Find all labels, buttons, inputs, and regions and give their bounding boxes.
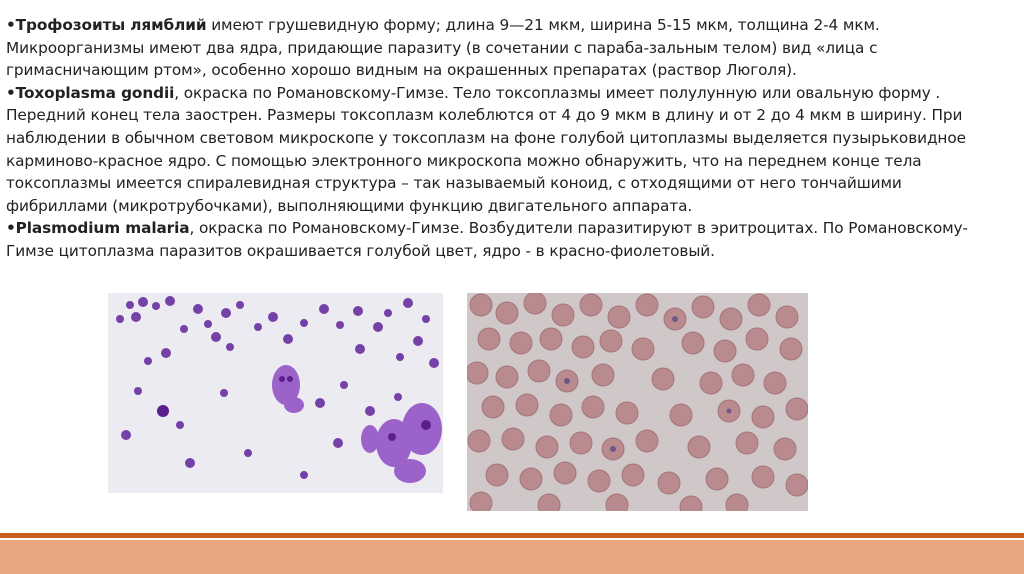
paragraph-toxoplasma <box>6 82 1016 218</box>
text-line: наблюдении в обычном световом микроскопе у токсоплазм на фоне голубой цитоплазмы выделяется пузырьковидное <box>6 128 966 147</box>
text-line: карминово-красное ядро. С помощью электронного микроскопа можно обнаружить, что на переднем конце тела <box>6 151 922 170</box>
plasmodium-blood-smear <box>467 293 808 511</box>
giardia-micrograph-drawing <box>108 293 443 493</box>
footer-bar <box>0 540 1024 574</box>
term-giardia-trophozoites: •Трофозоиты лямблий <box>6 16 207 34</box>
text-line: токсоплазмы имеется спиралевидная структура – так называемый коноид, с отходящими от него тончайшими <box>6 174 902 193</box>
giardia-micrograph <box>108 293 443 493</box>
text-line: , окраска по Романовскому-Гимзе. Возбудители паразитируют в эритроцитах. По Романовскому- <box>189 219 968 238</box>
term-toxoplasma-gondii: •Toxoplasma gondii <box>6 83 175 102</box>
paragraph-plasmodium <box>6 217 1016 262</box>
text-line: Гимзе цитоплазма паразитов окрашивается голубой цвет, ядро - в красно-фиолетовый. <box>6 241 715 260</box>
blood-smear-drawing <box>467 293 808 511</box>
text-line: Передний конец тела заострен. Размеры токсоплазм колеблются от 4 до 9 мкм в длину и от 2 до 4 мкм в ширину. При <box>6 106 963 125</box>
text-line: гримасничающим ртом», особенно хорошо видным на окрашенных препаратах (раствор Люголя). <box>6 61 797 80</box>
text-line: , окраска по Романовскому-Гимзе. Тело токсоплазмы имеет полулунную или овальную форму . <box>174 83 941 102</box>
text-line: Микроорганизмы имеют два ядра, придающие паразиту (в сочетании с параба-зальным телом) вид «лица с <box>6 38 878 57</box>
text-line: фибриллами (микротрубочками), выполняющими функцию двигательного аппарата. <box>6 196 693 215</box>
paragraph-giardia <box>6 14 1016 82</box>
accent-bar <box>0 533 1024 538</box>
term-plasmodium-malaria: •Plasmodium malaria <box>6 219 190 238</box>
text-line: имеют грушевидную форму; длина 9—21 мкм, ширина 5-15 мкм, толщина 2-4 мкм. <box>206 16 880 34</box>
slide-text <box>6 14 1016 263</box>
